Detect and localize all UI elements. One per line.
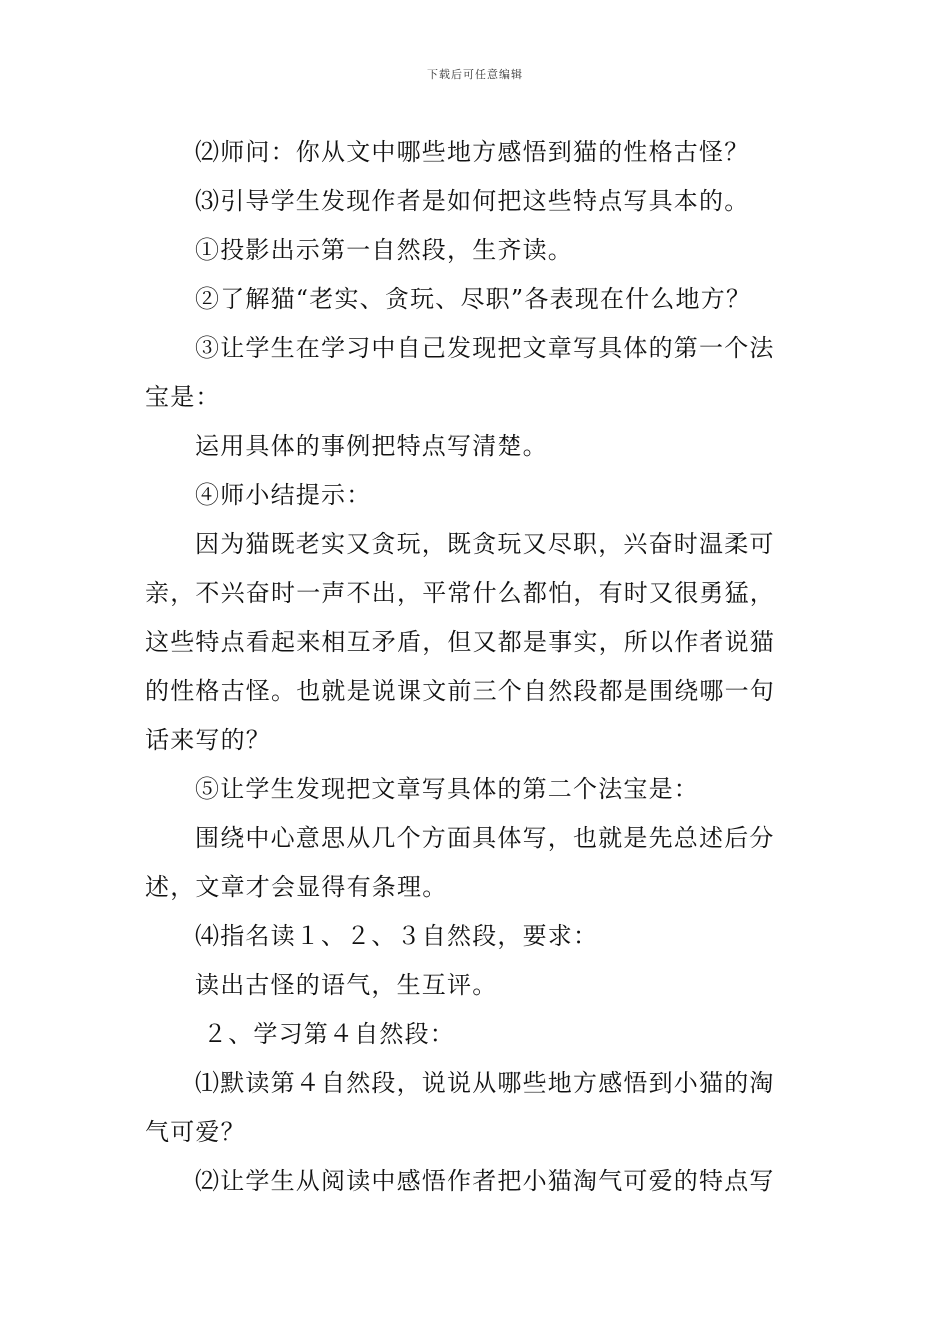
text-line: 读出古怪的语气，生互评。 <box>195 971 498 999</box>
text-line: 围绕中心意思从几个方面具体写，也就是先总述后分 <box>195 824 775 852</box>
text-line: ⑴默读第４自然段，说说从哪些地方感悟到小猫的淘 <box>195 1069 775 1097</box>
page-header: 下载后可任意编辑 <box>427 68 523 81</box>
text-line: ⑶引导学生发现作者是如何把这些特点写具本的。 <box>195 187 750 215</box>
text-line: 气可爱？ <box>145 1118 246 1146</box>
text-line: ①投影出示第一自然段，生齐读。 <box>195 236 573 264</box>
text-line: ⑵师问：你从文中哪些地方感悟到猫的性格古怪？ <box>195 138 750 166</box>
text-line: ②了解猫“老实、贪玩、尽职”各表现在什么地方？ <box>195 285 752 313</box>
text-line: ④师小结提示： <box>195 481 372 509</box>
text-line: 这些特点看起来相互矛盾，但又都是事实，所以作者说猫 <box>145 628 775 656</box>
section-heading: ２、学习第４自然段： <box>203 1020 455 1048</box>
text-line: ⑷指名读１、２、３自然段，要求： <box>195 922 599 950</box>
text-line: 宝是： <box>145 383 221 411</box>
text-line: 亲，不兴奋时一声不出，平常什么都怕，有时又很勇猛， <box>145 579 775 607</box>
text-line: ⑤让学生发现把文章写具体的第二个法宝是： <box>195 775 699 803</box>
text-line: 话来写的？ <box>145 726 271 754</box>
text-line: 的性格古怪。也就是说课文前三个自然段都是围绕哪一句 <box>145 677 775 705</box>
text-line: ③让学生在学习中自己发现把文章写具体的第一个法 <box>195 334 775 362</box>
text-line: ⑵让学生从阅读中感悟作者把小猫淘气可爱的特点写 <box>195 1167 775 1195</box>
document-body <box>145 128 807 1206</box>
text-line: 运用具体的事例把特点写清楚。 <box>195 432 548 460</box>
text-line: 因为猫既老实又贪玩，既贪玩又尽职，兴奋时温柔可 <box>195 530 775 558</box>
text-line: 述，文章才会显得有条理。 <box>145 873 448 901</box>
